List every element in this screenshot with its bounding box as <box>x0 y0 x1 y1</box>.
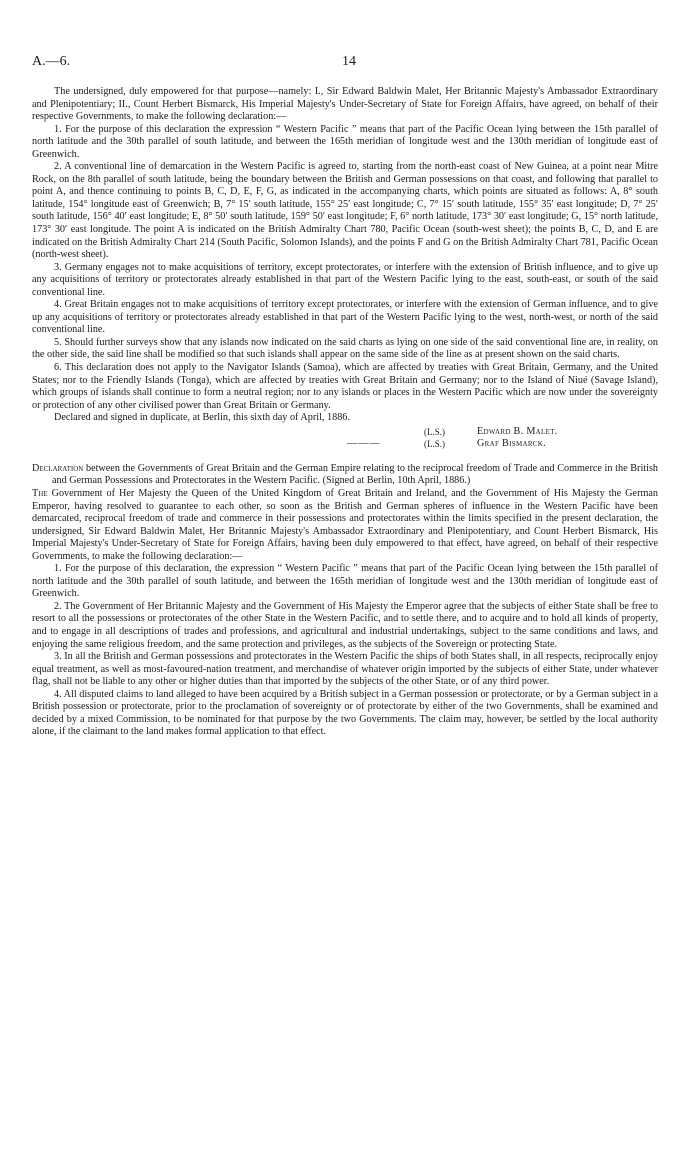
intro-paragraph: The undersigned, duly empowered for that purpose—namely: I., Sir Edward Baldwin Malet, Her Britannic Majesty's Ambassador Extraordinary and Plenipotentiary; II., Count Herbert Bismarck, His Imperial Majesty's Under-Secretary of State for Foreign Affairs, have agreed, on behalf of their respective Governments, to make the following declaration:— <box>32 86 658 123</box>
section-heading <box>32 463 658 488</box>
seal-mark: (L.S.) <box>424 426 445 437</box>
article-1: 1. For the purpose of this declaration the expression “ Western Pacific ” means that part of the Pacific Ocean lying between the 15th parallel of north latitude and the 30th parallel of south latitude, and between the 165th meridian of longitude west and the 130th meridian of longitude east of Greenwich. <box>32 123 658 160</box>
page-header <box>32 56 658 86</box>
heading-lead: Declaration <box>32 462 84 474</box>
signatory-name: Edward B. Malet. <box>477 425 558 437</box>
article-4: 4. All disputed claims to land alleged to have been acquired by a British subject in a German possession or protectorate, or by a German subject in a British possession or protectorate, prior to the proclamation of sovereignty or of protectorate by either of the two Governments, shall be examined and decided by a mixed Commission, to be nominated for that purpose by the two Governments. The claim may, however, be settled by the local authority alone, if the claimant to the land makes formal application to that effect. <box>32 688 658 738</box>
preamble-paragraph <box>32 488 658 563</box>
article-5: 5. Should further surveys show that any islands now indicated on the said charts as lying on one side of the said conventional line are, in reality, on the other side, the said line shall be modified so that such islands shall appear on the same side of the line as at present shown on the said charts. <box>32 336 658 361</box>
article-2: 2. A conventional line of demarcation in the Western Pacific is agreed to, starting from the north-east coast of New Guinea, at a point near Mitre Rock, on the 8th parallel of south latitude, being the boundary between the British and German possessions on that coast, and following that parallel to point A, and thence continuing to points B, C, D, E, F, G, as indicated in the accompanying charts, which points are situated as follows: A, 8° south latitude, 154° longitude east of Greenwich; B, 7° 15′ south latitude, 155° 25′ east longitude; C, 7° 15′ south latitude, 155° 35′ east longitude; D, 7° 25′ south latitude, 156° 40′ east longitude; E, 8° 50′ south latitude, 159° 50′ east longitude; F, 6° north latitude, 173° 30′ east longitude; G, 15° north latitude, 173° 30′ east longitude. The point A is indicated on the British Admiralty Chart 780, Pacific Ocean (south-west sheet); the points B, C, D, and E are indicated on the British Admiralty Chart 214 (South Pacific, Solomon Islands), and the points F and G on the British Admiralty Chart 781, Pacific Ocean (north-west sheet). <box>32 161 658 261</box>
article-1: 1. For the purpose of this declaration, the expression “ Western Pacific ” means that part of the Pacific Ocean lying between the 15th parallel of north latitude and the 30th parallel of south latitude, and between the 165th meridian of longitude west and the 130th meridian of longitude east of Greenwich. <box>32 563 658 600</box>
page-number: 14 <box>342 54 356 69</box>
article-4: 4. Great Britain engages not to make acquisitions of territory except protectorates, or interfere with the extension of German influence, and to give up any acquisitions of territory or protectorates already established in that part of the Western Pacific lying to the west, north-west, or north of the said conventional line. <box>32 299 658 336</box>
seal-mark: (L.S.) <box>424 439 445 450</box>
article-6: 6. This declaration does not apply to the Navigator Islands (Samoa), which are affected by treaties with Great Britain, Germany, and the United States; nor to the Friendly Islands (Tonga), which are affected by treaties with Great Britain and Germany; nor to the Island of Niué (Savage Island), which groups of islands shall continue to form a neutral region; nor to any islands or places in the Western Pacific which are now under the sovereignty or protection of any other civilised power than Great Britain or Germany. <box>32 362 658 411</box>
signature-dash: ——— <box>347 438 381 450</box>
preamble-text: Government of Her Majesty the Queen of the United Kingdom of Great Britain and Ireland, and the Government of His Majesty the German Emperor, having resolved to guarantee to each other, so soon as the British and German spheres of influence in the Western Pacific have been demarcated, reciprocal freedom of trade and commerce in their possessions and protectorates within the limits specified in the present declaration, the undersigned, Sir Edward Baldwin Malet, Her Britannic Majesty's Ambassador Extraordinary and Plenipotentiary, and Count Herbert Bismarck, His Imperial Majesty's Under-Secretary of State for Foreign Affairs, having been duly empowered to that effect, have agreed, on behalf of their respective Governments, to make the following declaration:— <box>32 487 658 562</box>
preamble-lead: The <box>32 487 48 499</box>
declaration-trade-commerce <box>32 463 658 739</box>
article-2: 2. The Government of Her Britannic Majesty and the Government of His Majesty the Emperor agree that the subjects of either State shall be free to resort to all the possessions or protectorates of the other State in the Western Pacific, and to settle there, and to acquire and to hold all kinds of property, and to engage in all descriptions of trades and professions, and agricultural and industrial undertakings, subject to the same conditions and laws, and enjoying the same religious freedom, and the same protection and privileges, as the subjects of the Sovereign or protecting State. <box>32 600 658 650</box>
signature-row <box>32 426 658 439</box>
document-reference: A.—6. <box>32 54 71 69</box>
article-3: 3. Germany engages not to make acquisitions of territory, except protectorates, or interfere with the extension of British influence, and to give up any acquisitions of territory or protectorates already established in that part of the Western Pacific lying to the east, south-east, or south of the said conventional line. <box>32 261 658 298</box>
signature-block <box>32 426 658 451</box>
signatory-name: Graf Bismarck. <box>477 438 546 450</box>
declaration-1886-04-06 <box>32 86 658 451</box>
heading-text: between the Governments of Great Britain and the German Empire relating to the reciprocal freedom of Trade and Commerce in the British and German Possessions and Protectorates in the Western Pacific. (Signed at Berlin, 10th April, 1886.) <box>52 462 658 487</box>
article-3: 3. In all the British and German possessions and protectorates in the Western Pacific the ships of both States shall, in all respects, reciprocally enjoy equal treatment, as well as most-favoured-nation treatment, and merchandise of whatever origin imported by the subjects of either State, under whatever flag, shall not be liable to any other or higher duties than that imported by the subjects of the other State, or of any third power. <box>32 651 658 688</box>
signature-row <box>32 438 658 451</box>
signing-statement: Declared and signed in duplicate, at Berlin, this sixth day of April, 1886. <box>54 412 350 424</box>
